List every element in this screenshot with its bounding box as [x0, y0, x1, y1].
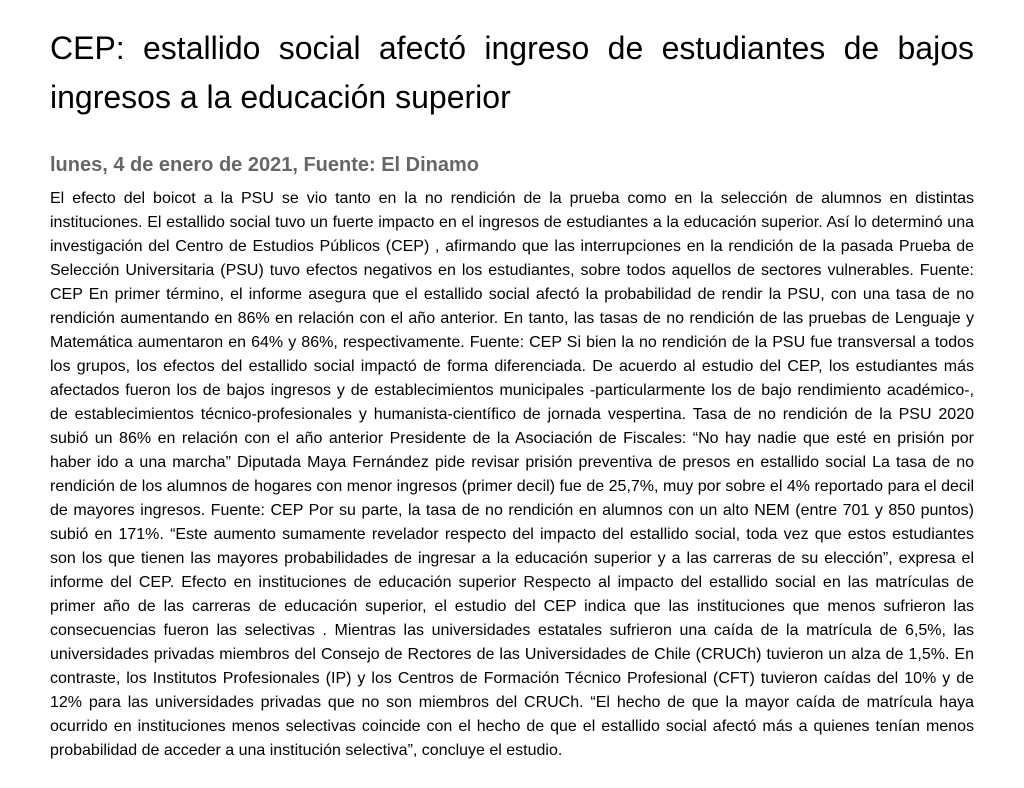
article-title: CEP: estallido social afectó ingreso de estudiantes de bajos ingresos a la educación superior — [50, 30, 974, 115]
article-body: El efecto del boicot a la PSU se vio tanto en la no rendición de la prueba como en la selección de alumnos en distintas instituciones. El estallido social tuvo un fuerte impacto en el ingresos de estudiantes a la educación superior. Así lo determinó una investigación del Centro de Estudios Públicos (CEP) , afirmando que las interrupciones en la rendición de la pasada Prueba de Selección Universitaria (PSU) tuvo efectos negativos en los estudiantes, sobre todos aquellos de sectores vulnerables. Fuente: CEP En primer término, el informe asegura que el estallido social afectó la probabilidad de rendir la PSU, con una tasa de no rendición aumentando en 86% en relación con el año anterior. En tanto, las tasas de no rendición de las pruebas de Lenguaje y Matemática aumentaron en 64% y 86%, respectivamente. Fuente: CEP Si bien la no rendición de la PSU fue transversal a todos los grupos, los efectos del estallido social impactó de forma diferenciada. De acuerdo al estudio del CEP, los estudiantes más afectados fueron los de bajos ingresos y de establecimientos municipales -particularmente los de bajo rendimiento académico-, de establecimientos técnico-profesionales y humanista-científico de jornada vespertina. Tasa de no rendición de la PSU 2020 subió un 86% en relación con el año anterior Presidente de la Asociación de Fiscales: “No hay nadie que esté en prisión por haber ido a una marcha” Diputada Maya Fernández pide revisar prisión preventiva de presos en estallido social La tasa de no rendición de los alumnos de hogares con menor ingresos (primer decil) fue de 25,7%, muy por sobre el 4% reportado para el decil de mayores ingresos. Fuente: CEP Por su parte, la tasa de no rendición en alumnos con un alto NEM (entre 701 y 850 puntos) subió en 171%. “Este aumento sumamente revelador respecto del impacto del estallido social, toda vez que estos estudiantes son los que tienen las mayores probabilidades de ingresar a la educación superior y a las carreras de su elección”, expresa el informe del CEP. Efecto en instituciones de educación superior Respecto al impacto del estallido social en las matrículas de primer año de las carreras de educación superior, el estudio del CEP indica que las instituciones que menos sufrieron las consecuencias fueron las selectivas . Mientras las universidades estatales sufrieron una caída de la matrícula de 6,5%, las universidades privadas miembros del Consejo de Rectores de las Universidades de Chile (CRUCh) tuvieron un alza de 1,5%. En contraste, los Institutos Profesionales (IP) y los Centros de Formación Técnico Profesional (CFT) tuvieron caídas del 10% y de 12% para las universidades privadas que no son miembros del CRUCh. “El hecho de que la mayor caída de matrícula haya ocurrido en instituciones menos selectivas coincide con el hecho de que el estallido social afectó más a quienes tenían menos probabilidad de acceder a una institución selectiva”, concluye el estudio. — [50, 190, 974, 759]
article-meta: lunes, 4 de enero de 2021, Fuente: El Dinamo — [50, 154, 480, 176]
article — [50, 0, 974, 759]
